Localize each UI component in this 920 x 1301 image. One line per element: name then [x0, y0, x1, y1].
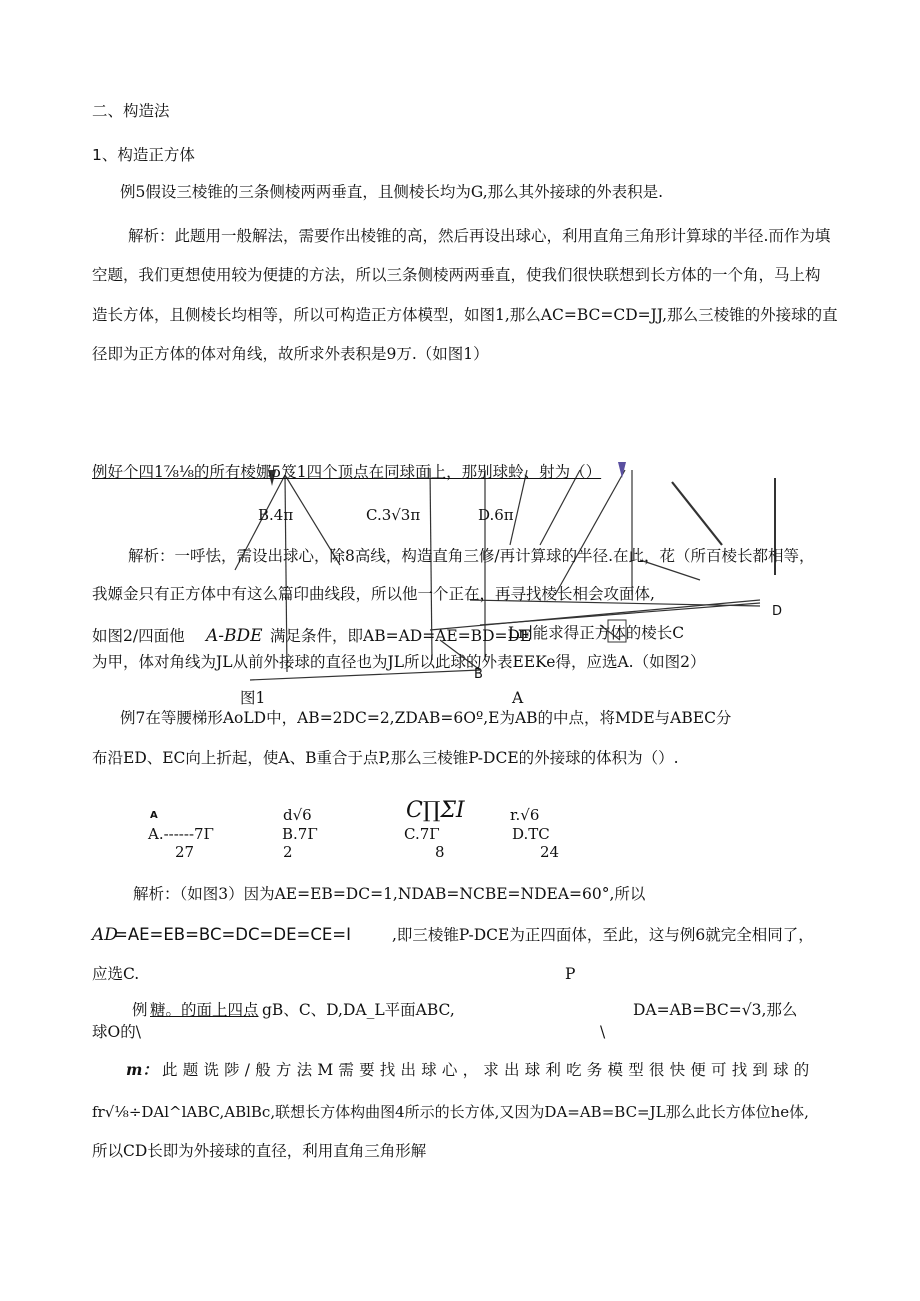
figure2-label-a: A: [512, 689, 524, 707]
example7-option-d-bottom: 24: [540, 843, 560, 861]
example6-analysis-line-3a: 如图2/四面他: [92, 627, 185, 645]
figure2-label-b: B: [474, 667, 483, 682]
example8-analysis-line-2: fr√⅛÷DAl^lABC,ABlBc,联想长方体构曲图4所示的长方体,又因为DA=AB=BC=JL那么此长方体位he体,: [92, 1103, 809, 1121]
example5-analysis-line-4: 径即为正方体的体对角线，故所求外表积是9万.（如图1）: [92, 345, 489, 363]
example7-option-a-bottom: 27: [175, 843, 195, 861]
example8-line1-a: 例: [132, 1001, 148, 1019]
example7-option-d-top: r.√6: [510, 806, 540, 824]
section-title: 二、构造法: [92, 102, 170, 120]
example6-analysis-line-1: 解析：一呼怯，需设出球心，除8高线，构造直角三修/再计算球的半径.在此，花（所百棱长都相等，: [128, 547, 815, 565]
example8-analysis-line-3: 所以CD长即为外接球的直径，利用直角三角形解: [92, 1142, 427, 1160]
example7-option-a-top: A: [150, 810, 158, 821]
example7-analysis-line-2c: ,即三棱锥P-DCE为正四面体，至此，这与例6就完全相同了，: [392, 926, 814, 944]
fig2-edge: [555, 470, 625, 595]
example7-option-c-bottom: 8: [435, 843, 445, 861]
example5-analysis-line-2: 空题，我们更想使用较为便捷的方法，所以三条侧棱两两垂直，使我们很快联想到长方体的一个角，马上构: [92, 266, 821, 284]
example7-analysis-line-1: 解析：（如图3）因为AE=EB=DC=1,NDAB=NCBE=NDEA=60°,所以: [133, 885, 646, 903]
example7-option-d: D.TC: [512, 825, 550, 843]
figure2-label-d: D: [772, 604, 783, 619]
section-subtitle: 1、构造正方体: [92, 146, 195, 164]
example7-option-b: B.7Γ: [282, 825, 318, 843]
example6-analysis-line-3c: 满足条件，即AB=AD=AE=BD=DE: [270, 627, 532, 645]
example6-analysis-line-3b: A-BDE: [206, 626, 263, 646]
example8-analysis-lead: m：: [126, 1060, 158, 1079]
example5-analysis-line-1: 解析：此题用一般解法，需要作出棱锥的高，然后再设出球心，利用直角三角形计算球的半径.而作为填: [128, 227, 831, 245]
example8-line1-b: 糖。的面上四点: [150, 1001, 259, 1019]
example7-question-line-1: 例7在等腰梯形AoLD中，AB=2DC=2,ZDAB=6Oº,E为AB的中点，将MDE与ABEC分: [120, 709, 732, 727]
example8-line2: 球O的\: [92, 1023, 141, 1041]
example8-line1-c: gB、C、D,DA_L平面ABC,: [262, 1001, 455, 1019]
example8-line1-d: DA=AB=BC=√3,那么: [633, 1001, 798, 1019]
figure1-label: 图1: [240, 689, 266, 707]
example7-option-a: A.------7Γ: [148, 825, 214, 843]
example7-analysis-line-2a: AD: [92, 925, 118, 945]
example6-option-c: C.3√3π: [366, 506, 421, 524]
example6-option-d: D.6π: [478, 506, 514, 524]
example7-option-b-bottom: 2: [283, 843, 293, 861]
example6-option-b: B.4π: [258, 506, 294, 524]
example6-question: 例好个四1⅞⅛的所有棱娜5笈1四个顶点在同球面上，那别球蛉、射为（）: [92, 463, 602, 481]
example7-analysis-line-3: 应选C.: [92, 965, 140, 983]
example7-label-p: P: [565, 965, 576, 983]
example6-analysis-line-3d: Ln∣能求得正方体的棱长C: [508, 624, 685, 642]
example8-analysis-line-1: 此题诜陟/般方法M需要找出球心，求出球利吃务模型很快便可找到球的: [162, 1061, 815, 1079]
example7-question-line-2: 布沿ED、EC向上折起，使A、B重合于点P,那么三棱锥P-DCE的外接球的体积为（）.: [92, 749, 679, 767]
fig2-edge: [672, 482, 722, 545]
example7-analysis-line-2b: =AE=EB=BC=DC=DE=CE=I: [114, 925, 351, 944]
fig2-edge: [480, 603, 760, 625]
example5-question: 例5假设三棱锥的三条侧棱两两垂直，且侧棱长均为G,那么其外接球的外表积是.: [120, 183, 664, 201]
example6-analysis-line-4: 为甲，体对角线为JL从前外接球的直径也为JL所以此球的外表EEKe得，应选A.（如图2）: [92, 653, 706, 671]
example7-option-c: C.7Γ: [404, 825, 440, 843]
example6-analysis-line-2: 我嫄金只有正方体中有这么篇印曲线段，所以他一个正在，再寻找棱长相会攻面体,: [92, 585, 655, 603]
example5-analysis-line-3: 造长方体，且侧棱长均相等，所以可构造正方体模型，如图1,那么AC=BC=CD=JJ,那么三棱锥的外接球的直: [92, 306, 838, 324]
example8-line2-b: \: [600, 1023, 606, 1041]
example7-option-b-top: d√6: [283, 806, 312, 824]
example7-option-c-top: C∏ΣI: [406, 798, 465, 823]
